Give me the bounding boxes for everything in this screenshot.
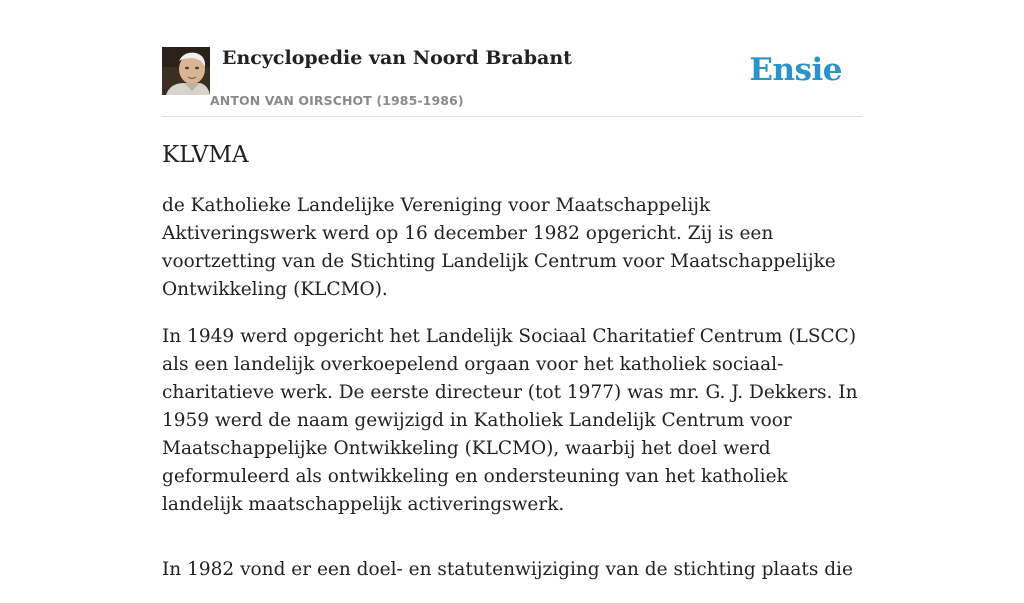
brand-logo[interactable]: Ensie xyxy=(749,52,842,88)
entry-title: KLVMA xyxy=(162,142,249,168)
header xyxy=(162,0,862,117)
author-portrait-icon xyxy=(162,47,210,95)
page xyxy=(162,0,862,580)
book-title[interactable]: Encyclopedie van Noord Brabant xyxy=(222,47,572,69)
author-avatar[interactable] xyxy=(162,47,210,95)
entry-paragraph: de Katholieke Landelijke Vereniging voor Maatschappelijk Aktiveringswerk werd op 16 december 1982 opgericht. Zij is een voortzetting van de Stichting Landelijk Centrum voor Maatschappelijke Ontwikkeling (KLCMO). xyxy=(162,195,836,300)
entry-paragraph: In 1982 vond er een doel- en statutenwijziging van de stichting plaats die xyxy=(162,559,853,580)
entry-content xyxy=(162,192,862,603)
author-name[interactable]: ANTON VAN OIRSCHOT (1985-1986) xyxy=(210,93,464,108)
entry-paragraph: In 1949 werd opgericht het Landelijk Sociaal Charitatief Centrum (LSCC) als een landelijk overkoepelend orgaan voor het katholiek sociaal-charitatieve werk. De eerste directeur (tot 1977) was mr. G. J. Dekkers. In 1959 werd de naam gewijzigd in Katholiek Landelijk Centrum voor Maatschappelijke Ontwikkeling (KLCMO), waarbij het doel werd geformuleerd als ontwikkeling en ondersteuning van het katholiek landelijk maatschappelijk activeringswerk. xyxy=(162,326,858,515)
